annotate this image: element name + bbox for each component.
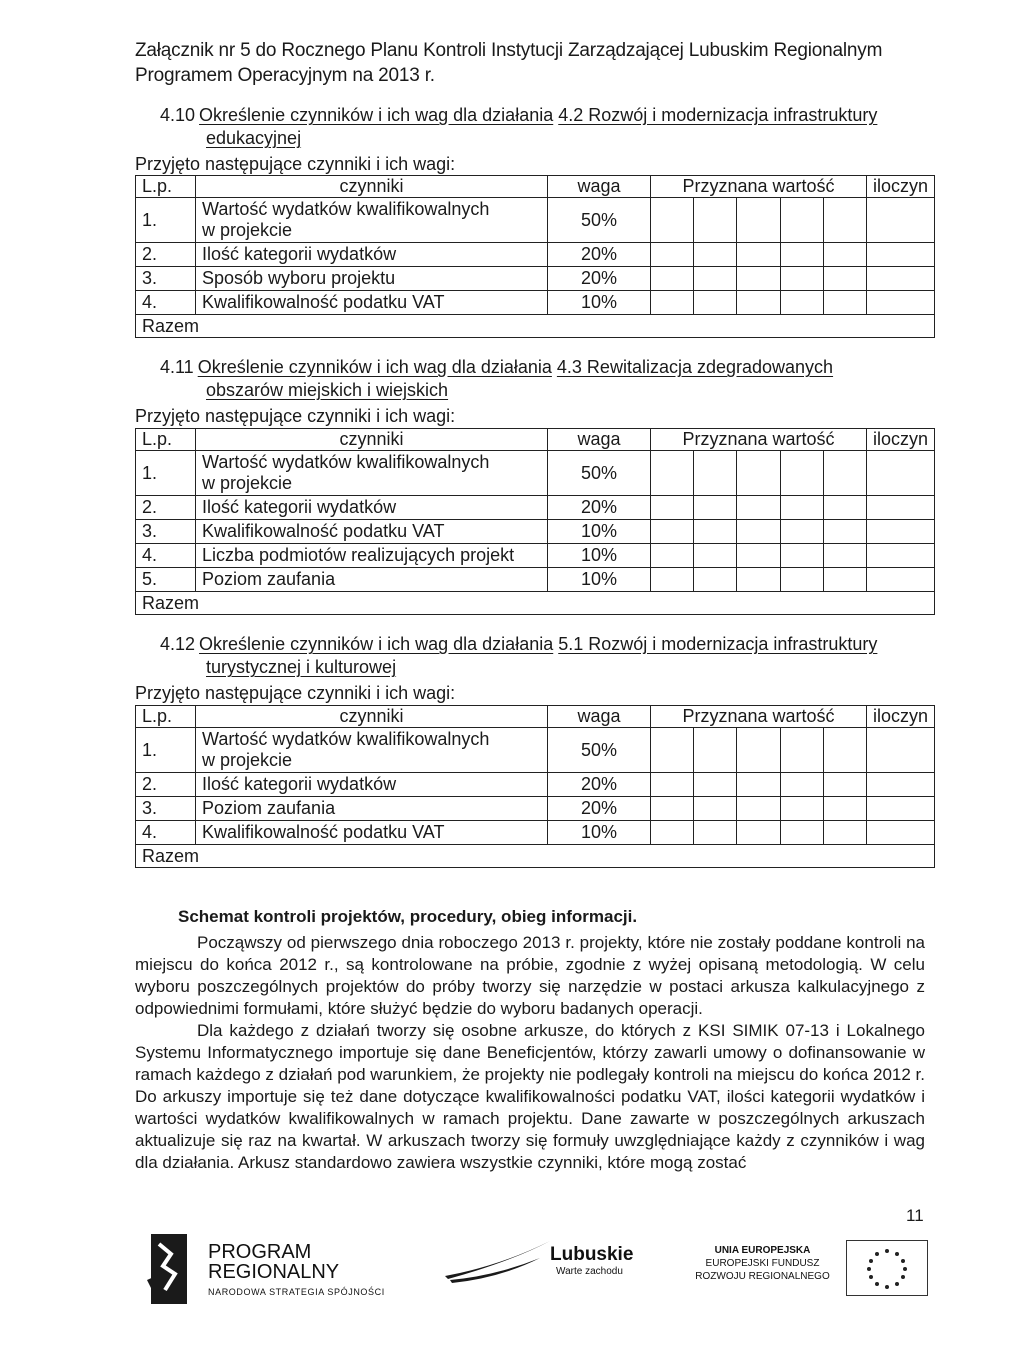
- cell-lp: 2.: [136, 773, 196, 797]
- cell-iloczyn: [867, 451, 935, 496]
- cell-czynnik: Kwalifikowalność podatku VAT: [196, 520, 548, 544]
- table-row: [136, 291, 935, 315]
- cell-czynnik: Sposób wyboru projektu: [196, 267, 548, 291]
- cell-waga: 10%: [548, 544, 651, 568]
- cell-waga: 20%: [548, 773, 651, 797]
- col-przyznana: Przyznana wartość: [651, 176, 867, 198]
- cell-czynnik: Poziom zaufania: [196, 797, 548, 821]
- program-regionalny-text: [208, 1242, 385, 1302]
- section-intro: Przyjęto następujące czynniki i ich wagi:: [135, 406, 456, 426]
- cell-czynnik: Ilość kategorii wydatków: [196, 243, 548, 267]
- factors-table: [135, 428, 935, 615]
- table-row: [136, 496, 935, 520]
- col-waga: waga: [548, 706, 651, 728]
- cell-waga: 20%: [548, 797, 651, 821]
- cell-czynnik: [196, 451, 548, 496]
- lubuskie-swoosh-icon: [440, 1236, 560, 1286]
- cell-lp: 3.: [136, 520, 196, 544]
- cell-przyznana: [651, 728, 867, 773]
- cell-lp: 2.: [136, 496, 196, 520]
- cell-czynnik-line: Wartość wydatków kwalifikowalnych: [202, 729, 490, 749]
- cell-przyznana: [651, 544, 867, 568]
- program-line-small: NARODOWA STRATEGIA SPÓJNOŚCI: [208, 1287, 385, 1297]
- lubuskie-logo-text: [550, 1244, 633, 1277]
- col-czynniki: czynniki: [196, 706, 548, 728]
- section-title-action: 5.1 Rozwój i modernizacja infrastruktury: [558, 634, 878, 654]
- cell-przyznana: [651, 568, 867, 592]
- cell-iloczyn: [867, 267, 935, 291]
- cell-waga: 20%: [548, 267, 651, 291]
- cell-czynnik-line: Wartość wydatków kwalifikowalnych: [202, 452, 490, 472]
- col-iloczyn: iloczyn: [867, 429, 935, 451]
- col-przyznana: Przyznana wartość: [651, 429, 867, 451]
- cell-iloczyn: [867, 568, 935, 592]
- cell-przyznana: [651, 198, 867, 243]
- section-number: 4.11: [160, 357, 194, 377]
- section-title: [160, 104, 877, 150]
- col-lp: L.p.: [136, 429, 196, 451]
- cell-razem: Razem: [136, 315, 935, 338]
- cell-czynnik-line: w projekcie: [202, 750, 293, 770]
- col-iloczyn: iloczyn: [867, 706, 935, 728]
- section-title: [160, 633, 877, 679]
- cell-iloczyn: [867, 821, 935, 845]
- cell-czynnik: Poziom zaufania: [196, 568, 548, 592]
- schemat-heading: Schemat kontroli projektów, procedury, obieg informacji.: [178, 907, 638, 926]
- section-title-text: Określenie czynników i ich wag dla działania: [199, 634, 554, 654]
- factors-table: [135, 705, 935, 868]
- lubuskie-slogan: Warte zachodu: [556, 1266, 623, 1277]
- table-row: [136, 520, 935, 544]
- cell-czynnik-line: Wartość wydatków kwalifikowalnych: [202, 199, 490, 219]
- page-number: 11: [906, 1206, 924, 1225]
- section-title-cont: obszarów miejskich i wiejskich: [206, 380, 449, 400]
- cell-iloczyn: [867, 773, 935, 797]
- cell-waga: 50%: [548, 451, 651, 496]
- eu-line: ROZWOJU REGIONALNEGO: [695, 1271, 830, 1282]
- cell-iloczyn: [867, 243, 935, 267]
- cell-przyznana: [651, 451, 867, 496]
- section-title-text: Określenie czynników i ich wag dla działania: [197, 357, 552, 377]
- cell-waga: 10%: [548, 568, 651, 592]
- col-lp: L.p.: [136, 176, 196, 198]
- cell-przyznana: [651, 291, 867, 315]
- table-row: [136, 544, 935, 568]
- cell-lp: 2.: [136, 243, 196, 267]
- cell-lp: 1.: [136, 451, 196, 496]
- cell-czynnik: [196, 728, 548, 773]
- cell-waga: 50%: [548, 728, 651, 773]
- col-lp: L.p.: [136, 706, 196, 728]
- table-total-row: [136, 592, 935, 615]
- section-title-text: Określenie czynników i ich wag dla działania: [199, 105, 554, 125]
- table-row: [136, 821, 935, 845]
- table-row: [136, 728, 935, 773]
- eu-line: EUROPEJSKI FUNDUSZ: [705, 1258, 820, 1269]
- table-total-row: [136, 845, 935, 868]
- table-row: [136, 568, 935, 592]
- cell-lp: 4.: [136, 821, 196, 845]
- cell-przyznana: [651, 496, 867, 520]
- col-iloczyn: iloczyn: [867, 176, 935, 198]
- cell-przyznana: [651, 821, 867, 845]
- cell-przyznana: [651, 520, 867, 544]
- cell-lp: 4.: [136, 291, 196, 315]
- lubuskie-name: Lubuskie: [550, 1244, 634, 1265]
- eu-flag-icon: [846, 1240, 928, 1296]
- cell-czynnik: Kwalifikowalność podatku VAT: [196, 821, 548, 845]
- schemat-paragraph: Dla każdego z działań tworzy się osobne arkusze, do których z KSI SIMIK 07-13 i Lokalnego Systemu Informatycznego importuje się dane Beneficjentów, którzy zawarli umowy o dofinansowanie w ramach każdego z działań pod warunkiem, że projekty nie podlegały kontroli na miejscu do końca 2012 r. Do arkuszy importuje się też dane dotyczące kwalifikowalności podatku VAT, ilości kategorii wydatków i wartości wydatków kwalifikowalnych w ramach projektu. Dane zawarte w poszczególnych arkuszach aktualizuje się raz na kwartał. W arkuszach tworzy się formuły uwzględniające każdy z czynników i wag dla działania. Arkusz standardowo zawiera wszystkie czynniki, które mogą zostać: [135, 1021, 926, 1172]
- cell-przyznana: [651, 243, 867, 267]
- table-row: [136, 451, 935, 496]
- cell-iloczyn: [867, 797, 935, 821]
- cell-waga: 20%: [548, 243, 651, 267]
- cell-przyznana: [651, 267, 867, 291]
- cell-waga: 10%: [548, 520, 651, 544]
- cell-iloczyn: [867, 291, 935, 315]
- cell-waga: 20%: [548, 496, 651, 520]
- section-title-action: 4.2 Rozwój i modernizacja infrastruktury: [558, 105, 878, 125]
- cell-czynnik: [196, 198, 548, 243]
- cell-czynnik-line: w projekcie: [202, 473, 293, 493]
- cell-czynnik: Ilość kategorii wydatków: [196, 496, 548, 520]
- col-przyznana: Przyznana wartość: [651, 706, 867, 728]
- cell-razem: Razem: [136, 845, 935, 868]
- cell-waga: 50%: [548, 198, 651, 243]
- cell-iloczyn: [867, 544, 935, 568]
- cell-lp: 1.: [136, 728, 196, 773]
- cell-czynnik: Liczba podmiotów realizujących projekt: [196, 544, 548, 568]
- section-number: 4.10: [160, 105, 196, 125]
- table-row: [136, 243, 935, 267]
- table-header-row: [136, 429, 935, 451]
- footer-logos: [0, 1224, 1024, 1324]
- schemat-paragraph: Począwszy od pierwszego dnia roboczego 2013 r. projekty, które nie zostały poddane kontroli na miejscu do końca 2012 r., są kontrolowane na próbie, zgodnie z wyżej opisaną metodologią. W celu wyboru poszczególnych projektów do próby tworzy się narzędzie w postaci arkusza kalkulacyjnego z odpowiednimi formułami, które służyć będzie do wyboru badanych operacji.: [135, 933, 925, 1018]
- table-row: [136, 797, 935, 821]
- cell-lp: 5.: [136, 568, 196, 592]
- col-waga: waga: [548, 429, 651, 451]
- col-czynniki: czynniki: [196, 176, 548, 198]
- factors-table: [135, 175, 935, 338]
- schemat-section: [135, 906, 925, 1174]
- table-header-row: [136, 706, 935, 728]
- cell-lp: 1.: [136, 198, 196, 243]
- program-regionalny-logo-icon: [145, 1230, 193, 1308]
- table-row: [136, 267, 935, 291]
- cell-lp: 3.: [136, 267, 196, 291]
- cell-waga: 10%: [548, 821, 651, 845]
- cell-iloczyn: [867, 198, 935, 243]
- cell-waga: 10%: [548, 291, 651, 315]
- cell-lp: 4.: [136, 544, 196, 568]
- eu-line: UNIA EUROPEJSKA: [714, 1245, 811, 1256]
- cell-iloczyn: [867, 728, 935, 773]
- table-row: [136, 773, 935, 797]
- table-total-row: [136, 315, 935, 338]
- document-header: Załącznik nr 5 do Rocznego Planu Kontroli Instytucji Zarządzającej Lubuskim Regionalnym Programem Operacyjnym na 2013 r.: [135, 40, 883, 86]
- section-title-cont: edukacyjnej: [206, 128, 302, 148]
- table-header-row: [136, 176, 935, 198]
- table-row: [136, 198, 935, 243]
- cell-razem: Razem: [136, 592, 935, 615]
- cell-iloczyn: [867, 520, 935, 544]
- cell-przyznana: [651, 773, 867, 797]
- program-line: PROGRAM: [208, 1241, 312, 1263]
- cell-czynnik: Ilość kategorii wydatków: [196, 773, 548, 797]
- col-waga: waga: [548, 176, 651, 198]
- cell-czynnik: Kwalifikowalność podatku VAT: [196, 291, 548, 315]
- col-czynniki: czynniki: [196, 429, 548, 451]
- cell-przyznana: [651, 797, 867, 821]
- program-line: REGIONALNY: [208, 1261, 340, 1283]
- section-number: 4.12: [160, 634, 196, 654]
- section-title-cont: turystycznej i kulturowej: [206, 657, 397, 677]
- section-intro: Przyjęto następujące czynniki i ich wagi:: [135, 683, 456, 703]
- section-intro: Przyjęto następujące czynniki i ich wagi:: [135, 154, 456, 174]
- cell-iloczyn: [867, 496, 935, 520]
- cell-czynnik-line: w projekcie: [202, 220, 293, 240]
- eu-text: [690, 1244, 835, 1283]
- section-title: [160, 356, 833, 402]
- cell-lp: 3.: [136, 797, 196, 821]
- section-title-action: 4.3 Rewitalizacja zdegradowanych: [556, 357, 834, 377]
